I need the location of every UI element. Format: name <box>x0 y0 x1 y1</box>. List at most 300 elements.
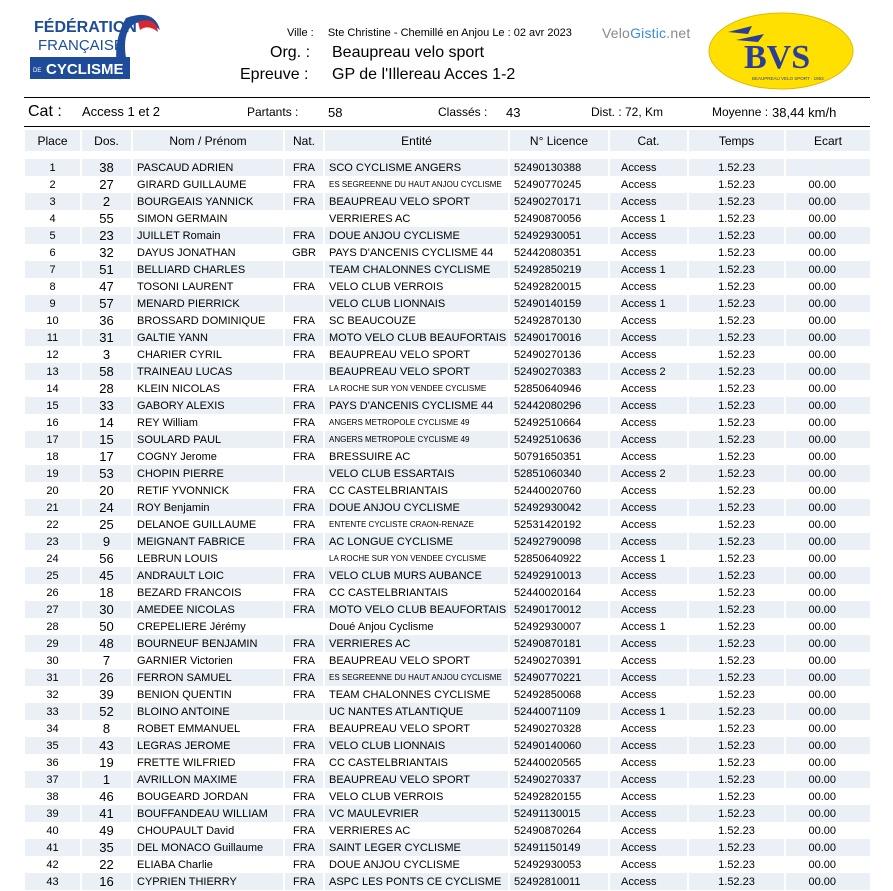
table-row <box>25 550 871 567</box>
cell-time: 1.52.23 <box>688 210 785 227</box>
cell-nationality: FRA <box>284 737 324 754</box>
cell-dossard: 45 <box>81 567 132 584</box>
cell-gap: 00.00 <box>785 822 871 839</box>
cell-time: 1.52.23 <box>688 397 785 414</box>
cell-category: Access <box>609 159 688 176</box>
table-row <box>25 397 871 414</box>
ffc-line3: CYCLISME <box>46 61 124 78</box>
cell-dossard: 2 <box>81 193 132 210</box>
table-row <box>25 414 871 431</box>
cell-category: Access <box>609 601 688 618</box>
cell-club: MOTO VELO CLUB BEAUFORTAIS <box>324 329 509 346</box>
cell-dossard: 31 <box>81 329 132 346</box>
cell-nationality: FRA <box>284 805 324 822</box>
cell-place: 12 <box>25 346 81 363</box>
cell-place: 1 <box>25 159 81 176</box>
cell-club: VELO CLUB LIONNAIS <box>324 295 509 312</box>
cell-nationality: FRA <box>284 346 324 363</box>
cell-rider-name: FERRON SAMUEL <box>132 669 284 686</box>
cell-time: 1.52.23 <box>688 482 785 499</box>
table-row <box>25 312 871 329</box>
cell-licence: 52490270337 <box>509 771 609 788</box>
cell-place: 37 <box>25 771 81 788</box>
cell-gap: 00.00 <box>785 567 871 584</box>
table-row <box>25 278 871 295</box>
table-row <box>25 244 871 261</box>
cell-rider-name: ELIABA Charlie <box>132 856 284 873</box>
cell-licence: 52490170012 <box>509 601 609 618</box>
cell-rider-name: BOURGEAIS YANNICK <box>132 193 284 210</box>
cat-value: Access 1 et 2 <box>82 104 161 119</box>
cell-licence: 52490270136 <box>509 346 609 363</box>
cell-place: 40 <box>25 822 81 839</box>
cell-place: 32 <box>25 686 81 703</box>
cell-nationality: FRA <box>284 414 324 431</box>
cell-time: 1.52.23 <box>688 873 785 890</box>
cell-rider-name: BROSSARD DOMINIQUE <box>132 312 284 329</box>
cell-dossard: 57 <box>81 295 132 312</box>
cell-dossard: 56 <box>81 550 132 567</box>
cell-time: 1.52.23 <box>688 176 785 193</box>
cell-rider-name: FRETTE WILFRIED <box>132 754 284 771</box>
bvs-letters: BVS <box>744 39 811 76</box>
cell-time: 1.52.23 <box>688 788 785 805</box>
cell-club: ANGERS METROPOLE CYCLISME 49 <box>324 414 509 431</box>
cell-nationality <box>284 363 324 380</box>
cell-place: 9 <box>25 295 81 312</box>
cell-rider-name: BELLIARD CHARLES <box>132 261 284 278</box>
cell-gap: 00.00 <box>785 278 871 295</box>
cell-licence: 52851060340 <box>509 465 609 482</box>
cell-club: CC CASTELBRIANTAIS <box>324 584 509 601</box>
bvs-sub: BEAUPREAU VELO SPORT · 1953 <box>752 76 824 81</box>
cell-gap: 00.00 <box>785 601 871 618</box>
org-label: Org. : <box>270 44 311 61</box>
cell-gap: 00.00 <box>785 550 871 567</box>
cell-club: BEAUPREAU VELO SPORT <box>324 346 509 363</box>
cell-category: Access <box>609 567 688 584</box>
cell-rider-name: DAYUS JONATHAN <box>132 244 284 261</box>
cell-club: DOUE ANJOU CYCLISME <box>324 227 509 244</box>
cell-place: 43 <box>25 873 81 890</box>
cell-gap: 00.00 <box>785 499 871 516</box>
cell-licence: 50791650351 <box>509 448 609 465</box>
cell-licence: 52850640946 <box>509 380 609 397</box>
cell-category: Access <box>609 720 688 737</box>
cell-rider-name: MEIGNANT FABRICE <box>132 533 284 550</box>
cell-time: 1.52.23 <box>688 703 785 720</box>
cell-rider-name: CHOUPAULT David <box>132 822 284 839</box>
cell-club: Doué Anjou Cyclisme <box>324 618 509 635</box>
cell-club: LA ROCHE SUR YON VENDEE CYCLISME <box>324 550 509 567</box>
table-row <box>25 822 871 839</box>
cell-dossard: 32 <box>81 244 132 261</box>
cell-time: 1.52.23 <box>688 448 785 465</box>
cell-gap: 00.00 <box>785 431 871 448</box>
cell-gap: 00.00 <box>785 261 871 278</box>
cell-dossard: 58 <box>81 363 132 380</box>
cell-category: Access <box>609 176 688 193</box>
cell-time: 1.52.23 <box>688 567 785 584</box>
cell-club: ES SEGREENNE DU HAUT ANJOU CYCLISME <box>324 669 509 686</box>
cat-label: Cat : <box>28 103 62 120</box>
cell-licence: 52490770221 <box>509 669 609 686</box>
cell-gap: 00.00 <box>785 295 871 312</box>
cell-place: 18 <box>25 448 81 465</box>
cell-dossard: 15 <box>81 431 132 448</box>
cell-category: Access <box>609 822 688 839</box>
table-row <box>25 329 871 346</box>
cell-dossard: 38 <box>81 159 132 176</box>
cell-place: 23 <box>25 533 81 550</box>
cell-rider-name: REY William <box>132 414 284 431</box>
cell-category: Access <box>609 686 688 703</box>
cell-place: 36 <box>25 754 81 771</box>
cell-licence: 52491150149 <box>509 839 609 856</box>
cell-nationality: FRA <box>284 686 324 703</box>
cell-dossard: 28 <box>81 380 132 397</box>
cell-gap: 00.00 <box>785 533 871 550</box>
cell-category: Access 2 <box>609 363 688 380</box>
cell-licence: 52492910013 <box>509 567 609 584</box>
cell-place: 34 <box>25 720 81 737</box>
cell-place: 19 <box>25 465 81 482</box>
cell-gap: 00.00 <box>785 771 871 788</box>
cell-dossard: 51 <box>81 261 132 278</box>
cell-nationality: FRA <box>284 193 324 210</box>
cell-place: 10 <box>25 312 81 329</box>
cell-place: 15 <box>25 397 81 414</box>
cell-rider-name: BENION QUENTIN <box>132 686 284 703</box>
cell-place: 13 <box>25 363 81 380</box>
col-header-name: Nom / Prénom <box>132 130 284 151</box>
cell-nationality: GBR <box>284 244 324 261</box>
cell-category: Access 1 <box>609 618 688 635</box>
cell-rider-name: GARNIER Victorien <box>132 652 284 669</box>
table-row <box>25 805 871 822</box>
cell-club: VC MAULEVRIER <box>324 805 509 822</box>
cell-nationality <box>284 618 324 635</box>
ffc-line2: FRANÇAISE <box>38 37 124 54</box>
cell-club: ANGERS METROPOLE CYCLISME 49 <box>324 431 509 448</box>
cell-dossard: 50 <box>81 618 132 635</box>
cell-nationality: FRA <box>284 754 324 771</box>
race-summary <box>24 97 870 127</box>
cell-time: 1.52.23 <box>688 856 785 873</box>
cell-place: 16 <box>25 414 81 431</box>
cell-nationality: FRA <box>284 771 324 788</box>
cell-dossard: 33 <box>81 397 132 414</box>
col-header-cat: Cat. <box>609 130 688 151</box>
cell-time: 1.52.23 <box>688 686 785 703</box>
cell-nationality: FRA <box>284 567 324 584</box>
table-row <box>25 533 871 550</box>
cell-time: 1.52.23 <box>688 431 785 448</box>
cell-gap: 00.00 <box>785 652 871 669</box>
cell-category: Access <box>609 516 688 533</box>
cell-place: 30 <box>25 652 81 669</box>
table-row <box>25 346 871 363</box>
cell-dossard: 20 <box>81 482 132 499</box>
cell-dossard: 26 <box>81 669 132 686</box>
cell-time: 1.52.23 <box>688 618 785 635</box>
table-row <box>25 635 871 652</box>
cell-rider-name: BOURNEUF BENJAMIN <box>132 635 284 652</box>
cell-gap: 00.00 <box>785 516 871 533</box>
cell-nationality: FRA <box>284 788 324 805</box>
cell-rider-name: BEZARD FRANCOIS <box>132 584 284 601</box>
col-header-temps: Temps <box>688 130 785 151</box>
cell-licence: 52492820155 <box>509 788 609 805</box>
cell-time: 1.52.23 <box>688 737 785 754</box>
cell-rider-name: LEGRAS JEROME <box>132 737 284 754</box>
cell-nationality <box>284 550 324 567</box>
col-header-entite: Entité <box>324 130 509 151</box>
table-row <box>25 618 871 635</box>
cell-place: 35 <box>25 737 81 754</box>
cell-time: 1.52.23 <box>688 465 785 482</box>
col-header-place: Place <box>25 130 81 151</box>
cell-gap: 00.00 <box>785 312 871 329</box>
velogistic-brand: VeloGistic.net <box>602 25 691 41</box>
table-row <box>25 295 871 312</box>
cell-place: 21 <box>25 499 81 516</box>
cell-rider-name: COGNY Jerome <box>132 448 284 465</box>
cell-dossard: 7 <box>81 652 132 669</box>
table-row <box>25 788 871 805</box>
cell-rider-name: BOUFFANDEAU WILLIAM <box>132 805 284 822</box>
cell-gap <box>785 159 871 176</box>
cell-dossard: 24 <box>81 499 132 516</box>
table-row <box>25 839 871 856</box>
cell-time: 1.52.23 <box>688 295 785 312</box>
ville-label: Ville : <box>287 27 314 39</box>
cell-category: Access <box>609 227 688 244</box>
distance-label: Dist. : 72, Km <box>591 105 664 119</box>
table-row <box>25 380 871 397</box>
cell-nationality: FRA <box>284 159 324 176</box>
cell-gap: 00.00 <box>785 380 871 397</box>
cell-dossard: 35 <box>81 839 132 856</box>
bvs-logo <box>708 12 854 90</box>
cell-club: SC BEAUCOUZE <box>324 312 509 329</box>
cell-licence: 52440020164 <box>509 584 609 601</box>
cell-place: 20 <box>25 482 81 499</box>
cell-licence: 52490870056 <box>509 210 609 227</box>
cell-gap: 00.00 <box>785 839 871 856</box>
cell-gap: 00.00 <box>785 737 871 754</box>
cell-place: 28 <box>25 618 81 635</box>
cell-club: VELO CLUB LIONNAIS <box>324 737 509 754</box>
cell-licence: 52490270383 <box>509 363 609 380</box>
cell-rider-name: CHOPIN PIERRE <box>132 465 284 482</box>
partants-label: Partants : <box>247 105 299 119</box>
cell-rider-name: DELANOE GUILLAUME <box>132 516 284 533</box>
cell-place: 17 <box>25 431 81 448</box>
cell-dossard: 52 <box>81 703 132 720</box>
cell-licence: 52490270328 <box>509 720 609 737</box>
cell-place: 33 <box>25 703 81 720</box>
cell-time: 1.52.23 <box>688 363 785 380</box>
cell-time: 1.52.23 <box>688 652 785 669</box>
cell-dossard: 14 <box>81 414 132 431</box>
cell-place: 14 <box>25 380 81 397</box>
cell-gap: 00.00 <box>785 176 871 193</box>
cell-nationality: FRA <box>284 329 324 346</box>
cell-nationality: FRA <box>284 839 324 856</box>
results-body <box>25 159 871 890</box>
cell-dossard: 23 <box>81 227 132 244</box>
cell-club: PAYS D'ANCENIS CYCLISME 44 <box>324 244 509 261</box>
cell-rider-name: SIMON GERMAIN <box>132 210 284 227</box>
cell-time: 1.52.23 <box>688 720 785 737</box>
cell-category: Access <box>609 414 688 431</box>
cell-licence: 52490130388 <box>509 159 609 176</box>
cell-time: 1.52.23 <box>688 533 785 550</box>
cell-nationality: FRA <box>284 448 324 465</box>
cell-time: 1.52.23 <box>688 244 785 261</box>
cell-nationality: FRA <box>284 176 324 193</box>
cell-nationality: FRA <box>284 278 324 295</box>
cell-club: BEAUPREAU VELO SPORT <box>324 193 509 210</box>
cell-nationality <box>284 210 324 227</box>
cell-place: 24 <box>25 550 81 567</box>
cell-club: DOUE ANJOU CYCLISME <box>324 499 509 516</box>
cell-gap: 00.00 <box>785 584 871 601</box>
cell-licence: 52531420192 <box>509 516 609 533</box>
cell-nationality: FRA <box>284 601 324 618</box>
cell-licence: 52440071109 <box>509 703 609 720</box>
cell-rider-name: ANDRAULT LOIC <box>132 567 284 584</box>
cell-dossard: 1 <box>81 771 132 788</box>
partants-value: 58 <box>328 105 343 120</box>
cell-gap: 00.00 <box>785 703 871 720</box>
cell-gap: 00.00 <box>785 686 871 703</box>
epreuve-label: Epreuve : <box>240 66 309 83</box>
cell-time: 1.52.23 <box>688 312 785 329</box>
cell-nationality: FRA <box>284 856 324 873</box>
table-row <box>25 584 871 601</box>
cell-gap: 00.00 <box>785 227 871 244</box>
cell-gap: 00.00 <box>785 465 871 482</box>
cell-nationality <box>284 465 324 482</box>
cell-club: MOTO VELO CLUB BEAUFORTAIS <box>324 601 509 618</box>
cell-rider-name: PASCAUD ADRIEN <box>132 159 284 176</box>
ffc-de: DE <box>33 68 42 74</box>
cell-gap: 00.00 <box>785 805 871 822</box>
org-value: Beaupreau velo sport <box>332 44 485 61</box>
cell-time: 1.52.23 <box>688 346 785 363</box>
cell-gap: 00.00 <box>785 414 871 431</box>
moyenne-value: 38,44 km/h <box>772 105 837 120</box>
epreuve-value: GP de l'Illereau Acces 1-2 <box>332 66 516 83</box>
cell-nationality: FRA <box>284 397 324 414</box>
cell-place: 39 <box>25 805 81 822</box>
cell-category: Access 1 <box>609 261 688 278</box>
cell-time: 1.52.23 <box>688 601 785 618</box>
cell-gap: 00.00 <box>785 873 871 890</box>
cell-place: 2 <box>25 176 81 193</box>
cell-place: 26 <box>25 584 81 601</box>
table-row <box>25 601 871 618</box>
cell-place: 11 <box>25 329 81 346</box>
cell-place: 27 <box>25 601 81 618</box>
epreuve-row <box>240 66 515 84</box>
cell-time: 1.52.23 <box>688 329 785 346</box>
cell-nationality: FRA <box>284 380 324 397</box>
cell-nationality: FRA <box>284 482 324 499</box>
table-row <box>25 499 871 516</box>
cell-rider-name: AMEDEE NICOLAS <box>132 601 284 618</box>
cell-licence: 52492810011 <box>509 873 609 890</box>
cell-licence: 52492790098 <box>509 533 609 550</box>
cell-rider-name: AVRILLON MAXIME <box>132 771 284 788</box>
cell-club: VELO CLUB MURS AUBANCE <box>324 567 509 584</box>
cell-gap: 00.00 <box>785 346 871 363</box>
cell-rider-name: DEL MONACO Guillaume <box>132 839 284 856</box>
cell-dossard: 18 <box>81 584 132 601</box>
cell-nationality <box>284 703 324 720</box>
cell-place: 7 <box>25 261 81 278</box>
cell-time: 1.52.23 <box>688 754 785 771</box>
cell-dossard: 19 <box>81 754 132 771</box>
cell-category: Access <box>609 839 688 856</box>
cell-nationality: FRA <box>284 669 324 686</box>
cell-club: PAYS D'ANCENIS CYCLISME 44 <box>324 397 509 414</box>
cell-nationality: FRA <box>284 822 324 839</box>
table-row <box>25 720 871 737</box>
ville-value: Ste Christine - Chemillé en Anjou <box>327 27 490 39</box>
cell-gap: 00.00 <box>785 210 871 227</box>
cell-nationality: FRA <box>284 431 324 448</box>
cell-category: Access <box>609 584 688 601</box>
cell-place: 4 <box>25 210 81 227</box>
cell-category: Access <box>609 244 688 261</box>
table-row <box>25 159 871 176</box>
cell-category: Access 2 <box>609 465 688 482</box>
org-row <box>270 44 484 62</box>
cell-gap: 00.00 <box>785 669 871 686</box>
cell-licence: 52492850219 <box>509 261 609 278</box>
date-value: 02 avr 2023 <box>513 27 572 39</box>
ffc-line1: FÉDÉRATION <box>34 19 137 36</box>
cell-club: SAINT LEGER CYCLISME <box>324 839 509 856</box>
le-label: Le : <box>492 27 511 39</box>
cell-dossard: 8 <box>81 720 132 737</box>
cell-rider-name: MENARD PIERRICK <box>132 295 284 312</box>
cell-club: BEAUPREAU VELO SPORT <box>324 652 509 669</box>
cell-licence: 52442080351 <box>509 244 609 261</box>
cell-club: VELO CLUB ESSARTAIS <box>324 465 509 482</box>
cell-gap: 00.00 <box>785 193 871 210</box>
cell-gap: 00.00 <box>785 856 871 873</box>
col-header-licence: N° Licence <box>509 130 609 151</box>
cell-club: BEAUPREAU VELO SPORT <box>324 363 509 380</box>
cell-category: Access 1 <box>609 703 688 720</box>
table-row <box>25 176 871 193</box>
cell-licence: 52492870130 <box>509 312 609 329</box>
cell-time: 1.52.23 <box>688 550 785 567</box>
cell-rider-name: CHARIER CYRIL <box>132 346 284 363</box>
col-header-nat: Nat. <box>284 130 324 151</box>
cell-gap: 00.00 <box>785 397 871 414</box>
cell-rider-name: GALTIE YANN <box>132 329 284 346</box>
cell-licence: 52490870181 <box>509 635 609 652</box>
cell-dossard: 55 <box>81 210 132 227</box>
cell-time: 1.52.23 <box>688 635 785 652</box>
cell-licence: 52492930042 <box>509 499 609 516</box>
cell-club: VELO CLUB VERROIS <box>324 278 509 295</box>
